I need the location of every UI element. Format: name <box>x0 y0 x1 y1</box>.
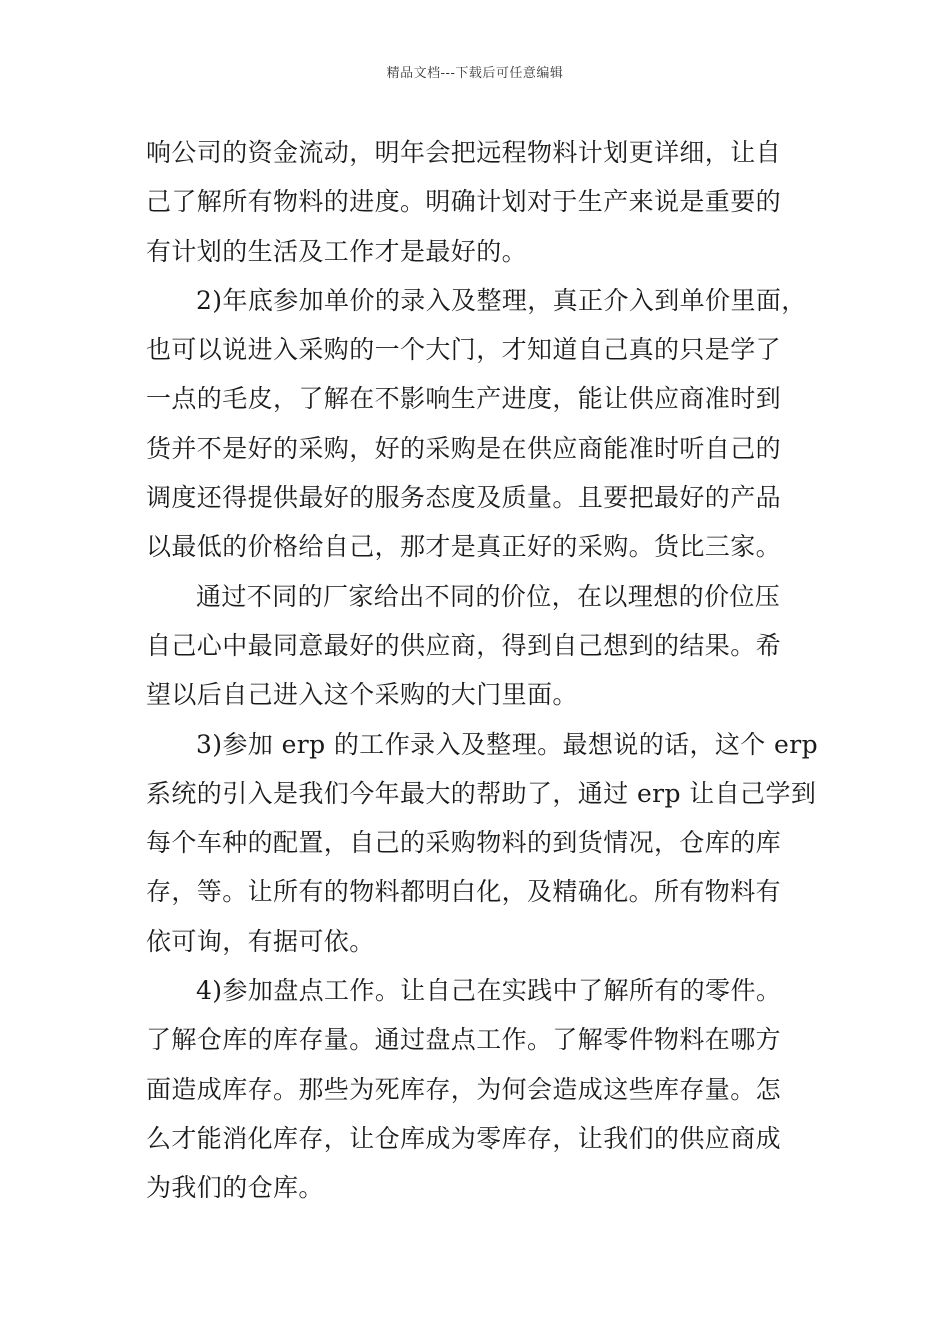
text-line: 响公司的资金流动，明年会把远程物料计划更详细，让自 <box>146 138 782 167</box>
text-line: 2)年底参加单价的录入及整理，真正介入到单价里面， <box>196 285 807 315</box>
text-line: 4)参加盘点工作。让自己在实践中了解所有的零件。 <box>196 976 782 1006</box>
text-line: 为我们的仓库。 <box>146 1173 324 1203</box>
text-line: 存，等。让所有的物料都明白化，及精确化。所有物料有 <box>146 877 782 907</box>
text-line: 依可询，有据可依。 <box>146 926 375 956</box>
text-line: 望以后自己进入这个采购的大门里面。 <box>146 680 578 710</box>
document-body <box>146 128 826 1213</box>
text-line: 调度还得提供最好的服务态度及质量。且要把最好的产品 <box>146 483 782 513</box>
text-line: 系统的引入是我们今年最大的帮助了，通过 erp 让自己学到 <box>146 778 817 808</box>
text-line: 一点的毛皮，了解在不影响生产进度，能让供应商准时到 <box>146 384 782 414</box>
text-line: 自己心中最同意最好的供应商，得到自己想到的结果。希 <box>146 630 782 660</box>
text-line: 面造成库存。那些为死库存，为何会造成这些库存量。怎 <box>146 1074 782 1104</box>
text-line: 么才能消化库存，让仓库成为零库存，让我们的供应商成 <box>146 1123 782 1153</box>
text-line: 以最低的价格给自己，那才是真正好的采购。货比三家。 <box>146 532 782 562</box>
text-line: 3)参加 erp 的工作录入及整理。最想说的话，这个 erp <box>196 729 818 759</box>
text-line: 货并不是好的采购，好的采购是在供应商能准时听自己的 <box>146 433 782 463</box>
text-line: 也可以说进入采购的一个大门，才知道自己真的只是学了 <box>146 335 782 365</box>
text-line: 每个车种的配置，自己的采购物料的到货情况，仓库的库 <box>146 828 782 858</box>
text-line: 了解仓库的库存量。通过盘点工作。了解零件物料在哪方 <box>146 1025 782 1055</box>
page-header: 精品文档---下载后可任意编辑 <box>386 66 564 81</box>
text-line: 己了解所有物料的进度。明确计划对于生产来说是重要的 <box>146 187 782 217</box>
text-line: 有计划的生活及工作才是最好的。 <box>146 236 528 266</box>
text-line: 通过不同的厂家给出不同的价位，在以理想的价位压 <box>196 581 781 611</box>
